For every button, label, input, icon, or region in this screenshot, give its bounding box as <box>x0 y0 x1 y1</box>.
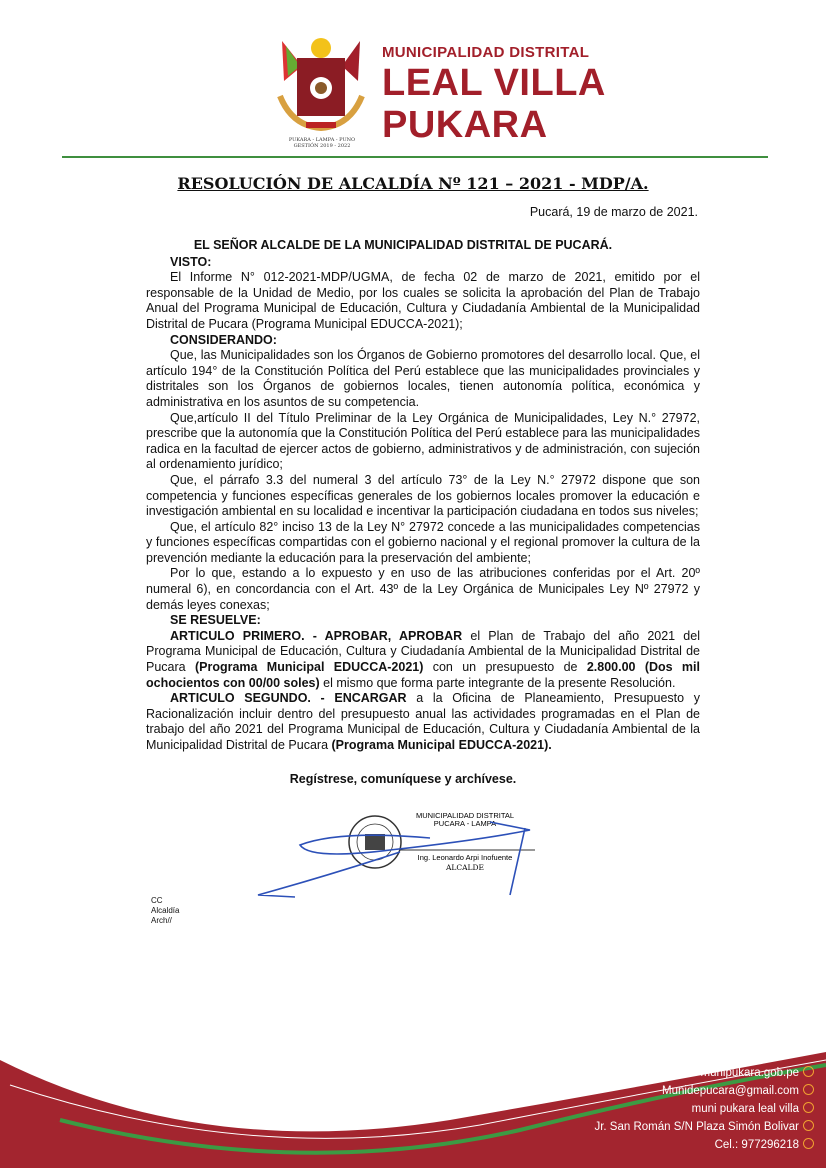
contact-text: muni pukara leal villa <box>691 1103 799 1115</box>
carbon-copy-list <box>151 896 700 926</box>
paragraph <box>146 691 700 753</box>
contact-phone[interactable] <box>594 1136 814 1154</box>
paragraph <box>146 629 700 691</box>
text: Que, el párrafo 3.3 del numeral 3 del artículo 73° de la Ley N.° 27972 dispone que son competencia y funciones específicas generales de los gobiernos locales promover la educación e investigación ambiental en su localidad e incentivar la participación ciudadana en todos sus niveles; <box>146 472 700 519</box>
email-icon <box>803 1084 814 1095</box>
text: : <box>256 613 261 628</box>
text: Que, el artículo 82° inciso 13 de la Ley N° 27972 concede a las municipalidades competencias y funciones específicas compartidas con el gobierno nacional y el regional promover la cultura de la prevención mediante la educación para la preservación del ambiente; <box>146 519 700 565</box>
paragraph <box>146 348 700 410</box>
cc-item: Alcaldía <box>151 905 180 915</box>
bold-text: ARTICULO PRIMERO. - APROBAR, APROBAR <box>170 628 463 643</box>
text: El Informe N° 012-2021-MDP/UGMA, de fecha 02 de marzo de 2021, emitido por el responsable de la Unidad de Medio, por los cuales se solicita la aprobación del Plan de Trabajo Anual del Programa Municipal de Educación, Cultura y Ciudadanía Ambiental de la Municipalidad Distrital de Pucara (Programa Municipal EDUCCA-2021); <box>146 270 700 331</box>
signer-name: Ing. Leonardo Arpi Inofuente <box>417 852 513 862</box>
text: a la Oficina de Planeamiento, Presupuesto y Racionalización incluir dentro del presupuesto anual las actividades programadas en el Plan de trabajo del año 2021 del Programa Municipal de Educación, Cultura y Ciudadanía Ambiental de la Municipalidad Distrital de Pucara <box>146 691 700 752</box>
whatsapp-icon <box>803 1138 814 1149</box>
globe-icon <box>803 1066 814 1077</box>
contact-text: Munidepucara@gmail.com <box>662 1085 799 1097</box>
text: Que,artículo II del Título Preliminar de la Ley Orgánica de Municipalidades, Ley N.° 27972, prescribe que la autonomía que la Constitución Política del Perú establece para las municipalidades radica en la facultad de ejercer actos de gobierno, administrativos y de administración, con sujeción al ordenamiento jurídico; <box>146 410 700 472</box>
bold-text: CONSIDERANDO <box>170 332 273 347</box>
document-title: RESOLUCIÓN DE ALCALDÍA Nº 121 – 2021 - MDP/A. <box>177 174 649 193</box>
signer-role: ALCALDE <box>445 862 485 872</box>
facebook-icon <box>803 1102 814 1113</box>
stamp-line-1: MUNICIPALIDAD DISTRITAL <box>415 810 515 820</box>
paragraph <box>146 520 700 567</box>
cc-item: Arch// <box>151 915 172 925</box>
municipal-coat-of-arms-logo <box>272 36 370 136</box>
paragraph <box>146 473 700 520</box>
document-date: Pucará, 19 de marzo de 2021. <box>529 205 698 219</box>
brand-name <box>382 44 606 146</box>
paragraph <box>146 270 700 332</box>
location-icon <box>803 1120 814 1131</box>
header-divider <box>62 156 768 158</box>
contact-text: munipukara.gob.pe <box>700 1067 799 1079</box>
contact-facebook[interactable] <box>594 1100 814 1118</box>
signature-stamp <box>250 800 550 910</box>
bold-text: SE RESUELVE <box>170 613 257 628</box>
contact-text: Cel.: 977296218 <box>714 1139 799 1151</box>
cc-item: CC <box>151 895 163 905</box>
brand-line-3: PUKARA <box>382 104 548 146</box>
text: el Plan de Trabajo del año 2021 del Programa Municipal de Educación, Cultura y Ciudadanía Ambiental de la Municipalidad Distrital de Pucara <box>146 628 700 675</box>
logo-caption-line: PUKARA - LAMPA - PUNO <box>288 137 356 143</box>
contact-email[interactable] <box>594 1082 814 1100</box>
stamp-line-2: PUCARA - LAMPA <box>433 818 497 828</box>
document-body <box>146 238 700 754</box>
text: con un presupuesto de <box>423 660 587 675</box>
brand-line-2: LEAL VILLA <box>382 62 606 104</box>
contact-text: Jr. San Román S/N Plaza Simón Bolivar <box>594 1121 799 1133</box>
bold-text: (Programa Municipal EDUCCA-2021). <box>331 738 552 752</box>
paragraph <box>146 566 700 613</box>
document-content <box>146 238 700 926</box>
text: : <box>272 332 277 347</box>
contact-website[interactable] <box>594 1064 814 1082</box>
logo-caption-line: GESTIÓN 2019 - 2022 <box>293 143 351 149</box>
text: Que, las Municipalidades son los Órganos de Gobierno promotores del desarrollo local. Que, el artículo 194° de la Constitución Política del Perú establece que las municipalidades provinciales y distritales son los Órganos de gobiernos locales, tienen autonomía política, económica y administrativa en los asuntos de su competencia. <box>146 348 700 409</box>
closing-formula: Regístrese, comuníquese y archívese. <box>289 771 517 786</box>
bold-text: ARTICULO SEGUNDO. - ENCARGAR <box>170 691 407 706</box>
section-heading <box>146 613 700 629</box>
text: Por lo que, estando a lo expuesto y en uso de las atribuciones conferidas por el Art. 20º numeral 6), en concordancia con el Art. 43º de la Ley Orgánica de Municipales Ley Nº 27972 y demás leyes conexas; <box>146 566 700 612</box>
section-heading <box>146 238 700 254</box>
footer-slogan: "Servir al Pueblo con toda Lealtad" <box>60 1028 455 1095</box>
bold-text: (Programa Municipal EDUCCA-2021) <box>194 660 424 675</box>
logo-caption <box>268 137 376 149</box>
bold-text: 2.800.00 (Dos mil ochocientos con 00/00 soles) <box>146 660 700 690</box>
footer-contacts <box>594 1064 814 1154</box>
brand-line-1: MUNICIPALIDAD DISTRITAL <box>382 44 590 61</box>
section-heading <box>146 333 700 349</box>
bold-text: EL SEÑOR ALCALDE DE LA MUNICIPALIDAD DISTRITAL DE PUCARÁ. <box>193 238 613 252</box>
text: el mismo que forma parte integrante de la presente Resolución. <box>319 675 676 690</box>
contact-address <box>594 1118 814 1136</box>
section-heading <box>146 255 700 271</box>
paragraph <box>146 411 700 473</box>
bold-text: VISTO: <box>170 254 212 269</box>
